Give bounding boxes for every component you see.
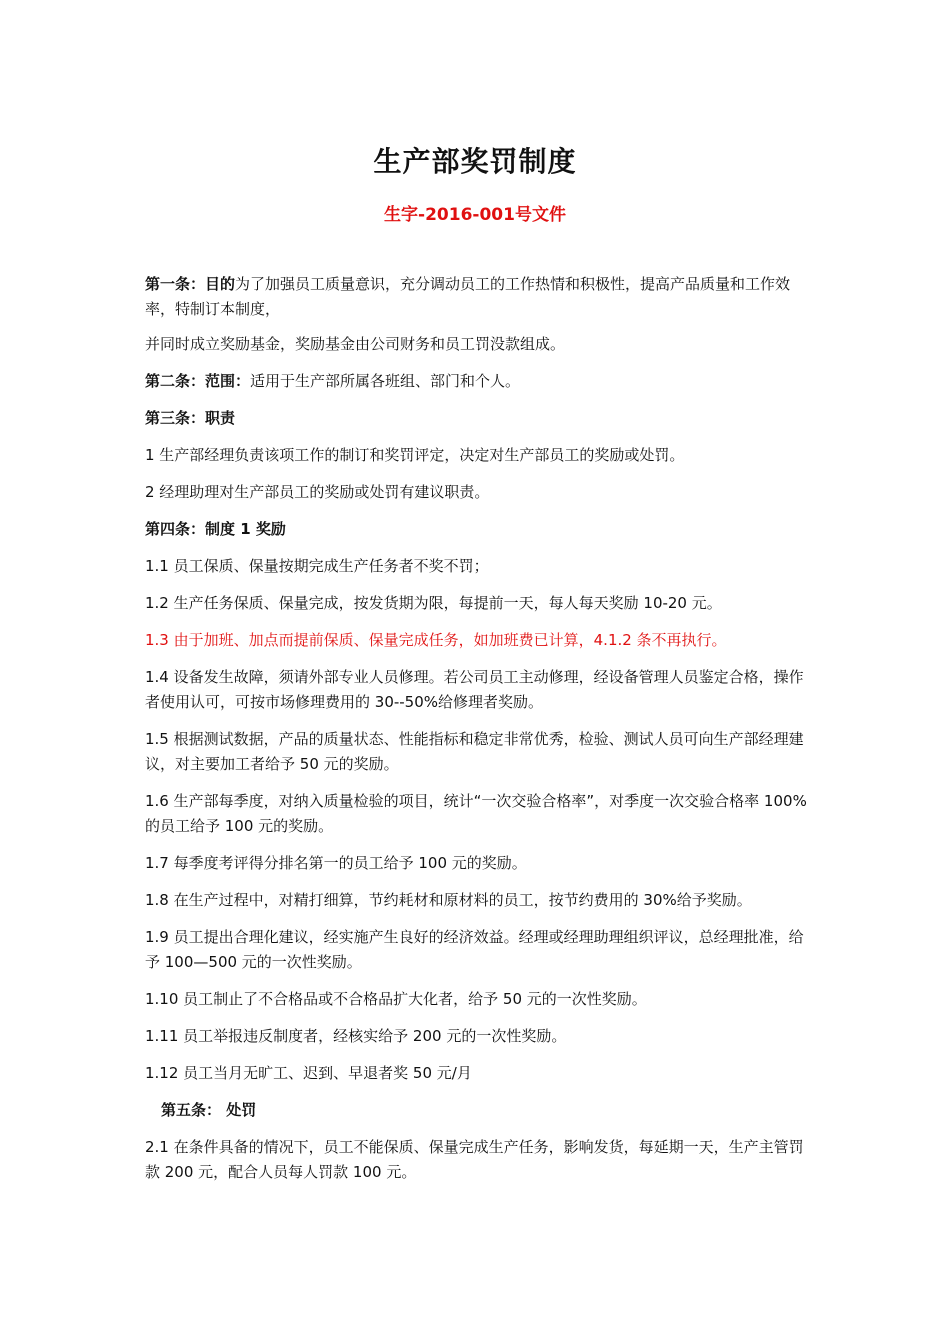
article-4-item: 1.5 根据测试数据，产品的质量状态、性能指标和稳定非常优秀，检验、测试人员可向生产部经理建议，对主要加工者给予 50 元的奖励。 xyxy=(145,730,804,773)
article-4-item: 1.7 每季度考评得分排名第一的员工给予 100 元的奖励。 xyxy=(145,854,527,872)
article-2-text: 适用于生产部所属各班组、部门和个人。 xyxy=(250,372,521,390)
article-4-item: 1.12 员工当月无旷工、迟到、早退者奖 50 元/月 xyxy=(145,1064,472,1082)
article-1-paragraph xyxy=(145,272,815,322)
article-4-item-highlighted: 1.3 由于加班、加点而提前保质、保量完成任务，如加班费已计算，4.1.2 条不再执行。 xyxy=(145,631,727,649)
article-1-text: 为了加强员工质量意识，充分调动员工的工作热情和积极性，提高产品质量和工作效率，特制订本制度， xyxy=(145,275,791,318)
article-5-heading: 第五条： 处罚 xyxy=(161,1101,257,1119)
article-4-item: 1.10 员工制止了不合格品或不合格品扩大化者，给予 50 元的一次性奖励。 xyxy=(145,990,647,1008)
article-4-item: 1.2 生产任务保质、保量完成，按发货期为限，每提前一天，每人每天奖励 10-20 元。 xyxy=(145,594,722,612)
article-4-heading: 第四条：制度 1 奖励 xyxy=(145,520,286,538)
document-title: 生产部奖罚制度 xyxy=(373,145,577,178)
article-3-heading: 第三条：职责 xyxy=(145,409,236,427)
article-4-item: 1.9 员工提出合理化建议，经实施产生良好的经济效益。经理或经理助理组织评议，总经理批准，给予 100—500 元的一次性奖励。 xyxy=(145,928,804,971)
document-body xyxy=(145,272,815,1197)
article-3-item: 1 生产部经理负责该项工作的制订和奖罚评定，决定对生产部员工的奖励或处罚。 xyxy=(145,446,685,464)
article-4-item: 1.8 在生产过程中，对精打细算，节约耗材和原材料的员工，按节约费用的 30%给予奖励。 xyxy=(145,891,752,909)
article-4-item: 1.11 员工举报违反制度者，经核实给予 200 元的一次性奖励。 xyxy=(145,1027,567,1045)
article-5-item: 2.1 在条件具备的情况下，员工不能保质、保量完成生产任务，影响发货，每延期一天，生产主管罚款 200 元，配合人员每人罚款 100 元。 xyxy=(145,1138,804,1181)
article-4-item: 1.1 员工保质、保量按期完成生产任务者不奖不罚； xyxy=(145,557,489,575)
article-4-item: 1.4 设备发生故障，须请外部专业人员修理。若公司员工主动修理，经设备管理人员鉴定合格，操作者使用认可，可按市场修理费用的 30--50%给修理者奖励。 xyxy=(145,668,804,711)
document-number: 生字-2016-001号文件 xyxy=(384,205,566,225)
article-2-paragraph xyxy=(145,369,815,394)
article-2-label: 第二条：范围： xyxy=(145,372,251,390)
article-1-continuation: 并同时成立奖励基金，奖励基金由公司财务和员工罚没款组成。 xyxy=(145,335,566,353)
article-4-item: 1.6 生产部每季度，对纳入质量检验的项目，统计“一次交验合格率”，对季度一次交验合格率 100%的员工给予 100 元的奖励。 xyxy=(145,792,807,835)
article-1-label: 第一条：目的 xyxy=(145,275,236,293)
article-3-item: 2 经理助理对生产部员工的奖励或处罚有建议职责。 xyxy=(145,483,490,501)
